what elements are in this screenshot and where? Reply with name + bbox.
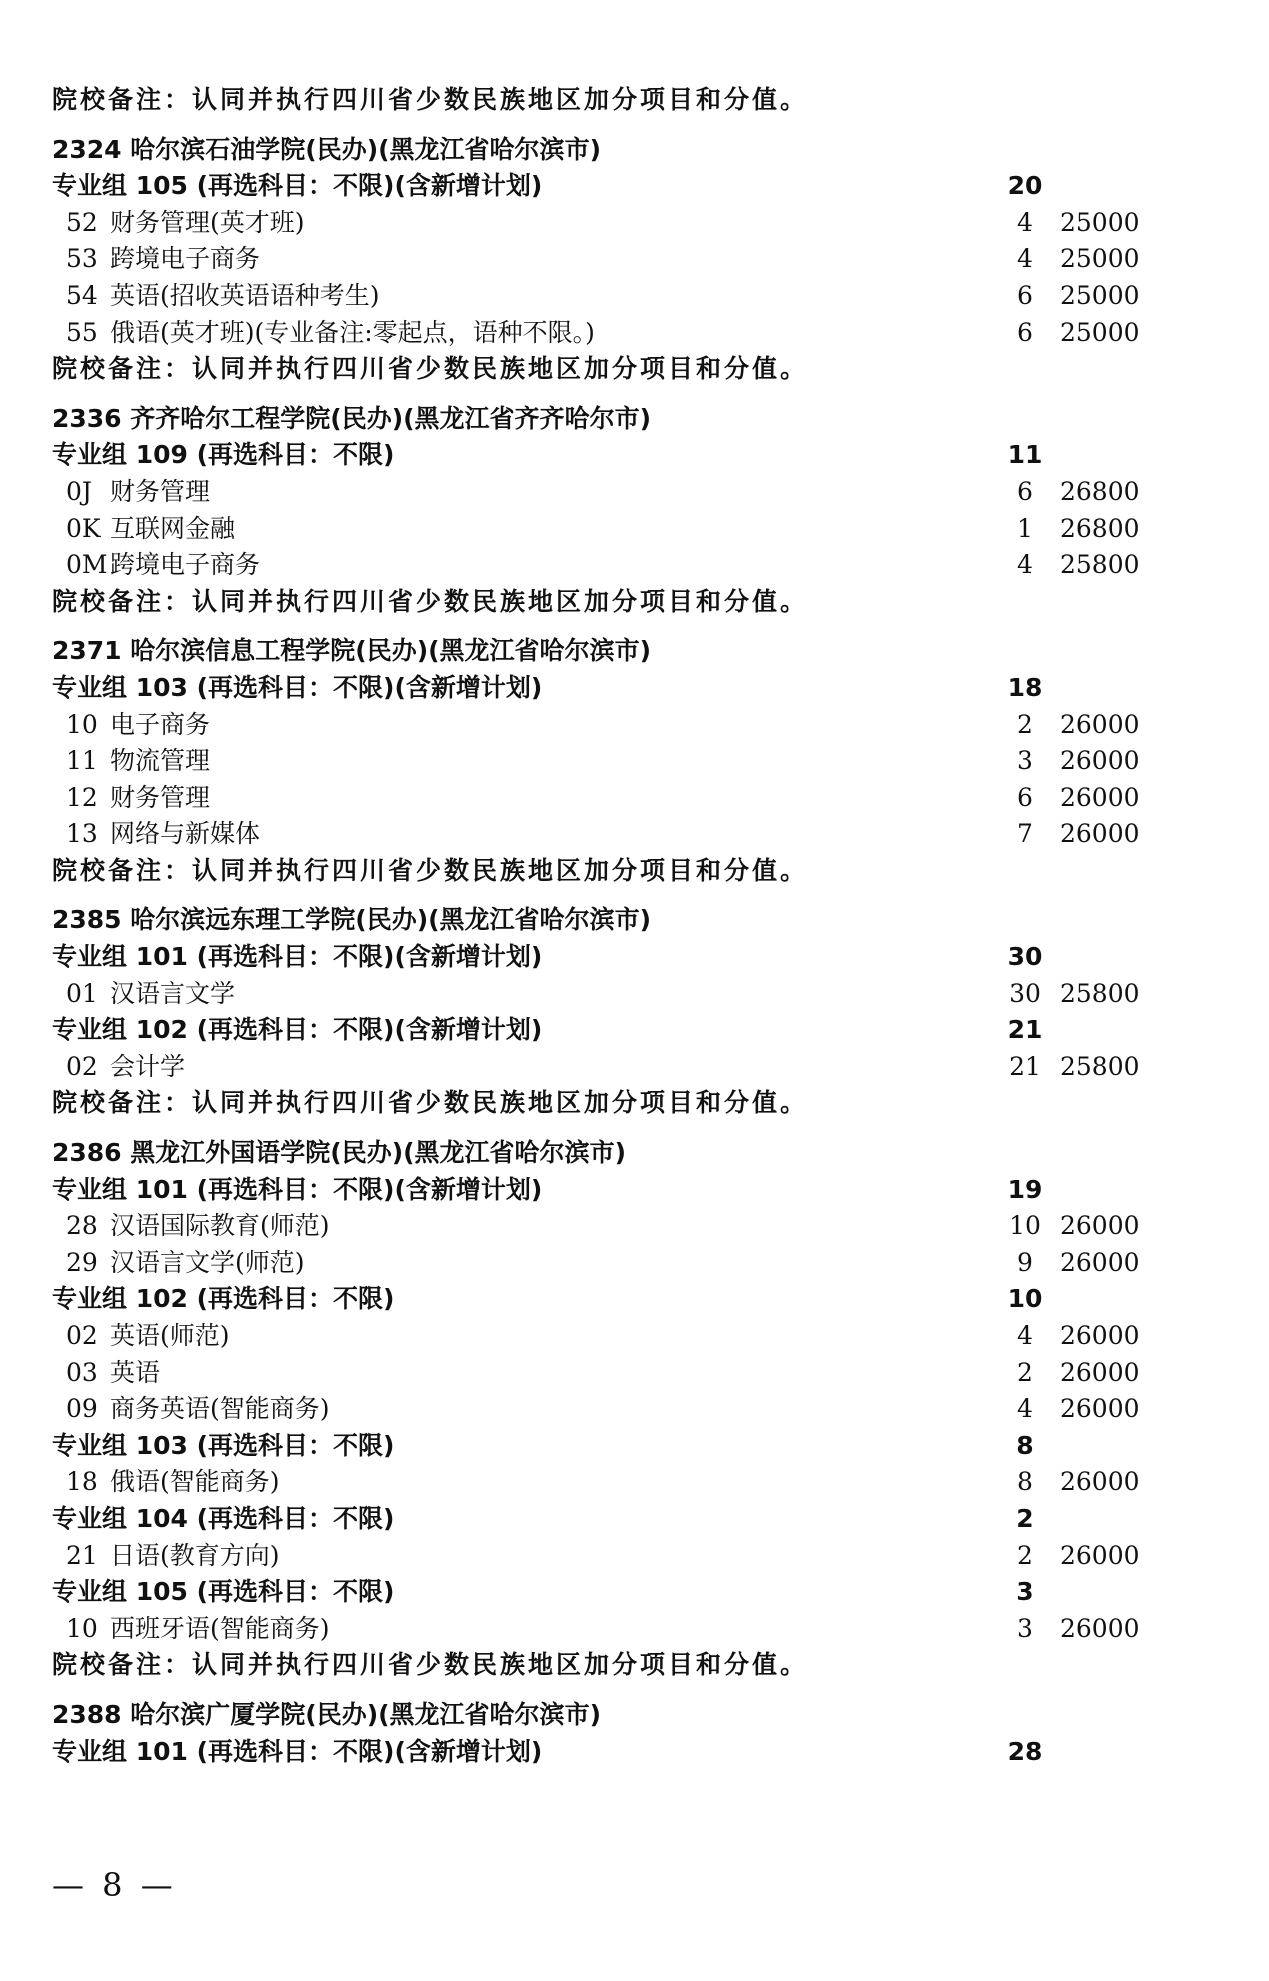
major-tuition-fee: 25800	[1060, 1051, 1140, 1081]
major-code: 29	[66, 1247, 98, 1277]
major-row	[52, 1391, 1222, 1428]
major-row	[52, 547, 1222, 584]
major-group-row	[52, 168, 1222, 205]
major-plan-count: 7	[1017, 819, 1033, 849]
major-row	[52, 1318, 1222, 1355]
major-name: 英语	[110, 1357, 161, 1387]
group-plan-count: 20	[1007, 171, 1043, 201]
major-tuition-fee: 25800	[1060, 978, 1140, 1008]
major-row	[52, 205, 1222, 242]
major-plan-count: 1	[1017, 513, 1033, 543]
major-plan-count: 3	[1017, 746, 1033, 776]
school-header: 2388 哈尔滨广厦学院(民办)(黑龙江省哈尔滨市)	[52, 1699, 601, 1729]
major-row	[52, 474, 1222, 511]
school-note: 院校备注：认同并执行四川省少数民族地区加分项目和分值。	[52, 85, 809, 114]
major-group-label: 专业组 103 (再选科目：不限)	[52, 1430, 395, 1460]
major-plan-count: 6	[1017, 280, 1033, 310]
major-tuition-fee: 25000	[1060, 244, 1140, 274]
major-group-label: 专业组 101 (再选科目：不限)(含新增计划)	[52, 1736, 543, 1766]
major-tuition-fee: 26000	[1060, 1211, 1140, 1241]
major-tuition-fee: 26000	[1060, 782, 1140, 812]
major-code: 52	[66, 207, 98, 237]
major-code: 0K	[66, 513, 101, 543]
school-header: 2371 哈尔滨信息工程学院(民办)(黑龙江省哈尔滨市)	[52, 636, 651, 666]
major-group-label: 专业组 102 (再选科目：不限)(含新增计划)	[52, 1015, 543, 1045]
major-plan-count: 4	[1017, 207, 1033, 237]
major-row	[52, 1611, 1222, 1648]
major-name: 财务管理(英才班)	[110, 207, 305, 237]
major-row	[52, 1049, 1222, 1086]
major-tuition-fee: 26000	[1060, 1321, 1140, 1350]
major-row	[52, 315, 1222, 352]
major-row	[52, 1245, 1222, 1282]
group-plan-count: 28	[1007, 1736, 1043, 1766]
major-tuition-fee: 25800	[1060, 550, 1140, 580]
major-plan-count: 2	[1017, 709, 1033, 739]
major-group-row	[52, 939, 1222, 976]
major-plan-count: 10	[1009, 1211, 1041, 1241]
major-code: 01	[66, 978, 98, 1008]
major-plan-count: 4	[1017, 244, 1033, 274]
major-name: 网络与新媒体	[110, 819, 261, 849]
major-name: 会计学	[110, 1051, 186, 1081]
major-row	[52, 278, 1222, 315]
major-name: 电子商务	[110, 709, 211, 739]
major-code: 13	[66, 819, 98, 849]
major-name: 商务英语(智能商务)	[110, 1394, 330, 1424]
major-code: 18	[66, 1467, 98, 1497]
major-plan-count: 3	[1017, 1613, 1033, 1643]
major-tuition-fee: 25000	[1060, 207, 1140, 237]
major-name: 俄语(智能商务)	[110, 1467, 280, 1497]
major-name: 汉语言文学(师范)	[110, 1247, 305, 1277]
major-row	[52, 976, 1222, 1013]
major-code: 10	[66, 709, 98, 739]
major-tuition-fee: 25000	[1060, 317, 1140, 347]
school-header: 2386 黑龙江外国语学院(民办)(黑龙江省哈尔滨市)	[52, 1138, 626, 1168]
major-group-row	[52, 1172, 1222, 1209]
major-name: 日语(教育方向)	[110, 1540, 280, 1570]
major-code: 12	[66, 782, 98, 812]
major-group-row	[52, 1012, 1222, 1049]
major-name: 财务管理	[110, 782, 211, 812]
major-name: 跨境电子商务	[110, 244, 261, 274]
major-code: 02	[66, 1051, 98, 1081]
major-code: 55	[66, 317, 98, 347]
major-code: 0J	[66, 476, 92, 506]
major-row	[52, 780, 1222, 817]
major-name: 西班牙语(智能商务)	[110, 1613, 330, 1643]
major-tuition-fee: 26000	[1060, 1613, 1140, 1643]
major-group-label: 专业组 105 (再选科目：不限)	[52, 1577, 395, 1607]
major-code: 53	[66, 244, 98, 274]
school-header: 2324 哈尔滨石油学院(民办)(黑龙江省哈尔滨市)	[52, 134, 601, 164]
major-code: 28	[66, 1211, 98, 1241]
group-plan-count: 2	[1016, 1503, 1034, 1533]
group-plan-count: 11	[1007, 440, 1043, 470]
group-plan-count: 8	[1016, 1430, 1034, 1460]
major-group-label: 专业组 104 (再选科目：不限)	[52, 1503, 395, 1533]
major-name: 汉语国际教育(师范)	[110, 1211, 330, 1241]
major-group-row	[52, 1574, 1222, 1611]
major-plan-count: 21	[1009, 1051, 1041, 1081]
major-group-row	[52, 1501, 1222, 1538]
school-note: 院校备注：认同并执行四川省少数民族地区加分项目和分值。	[52, 1650, 809, 1680]
major-name: 跨境电子商务	[110, 550, 261, 580]
major-tuition-fee: 26000	[1060, 819, 1140, 849]
major-group-row	[52, 670, 1222, 707]
major-tuition-fee: 25000	[1060, 280, 1140, 310]
major-plan-count: 6	[1017, 476, 1033, 506]
major-group-label: 专业组 109 (再选科目：不限)	[52, 440, 395, 470]
major-group-label: 专业组 101 (再选科目：不限)(含新增计划)	[52, 1174, 543, 1204]
major-code: 09	[66, 1394, 98, 1424]
school-header: 2385 哈尔滨远东理工学院(民办)(黑龙江省哈尔滨市)	[52, 905, 651, 935]
major-name: 英语(师范)	[110, 1321, 230, 1350]
group-plan-count: 30	[1007, 942, 1043, 972]
school-note: 院校备注：认同并执行四川省少数民族地区加分项目和分值。	[52, 586, 809, 616]
major-code: 11	[66, 746, 98, 776]
major-plan-count: 30	[1009, 978, 1041, 1008]
major-tuition-fee: 26000	[1060, 1357, 1140, 1387]
major-group-row	[52, 1734, 1222, 1771]
major-row	[52, 707, 1222, 744]
page-number: — 8 —	[52, 1866, 177, 1904]
major-tuition-fee: 26000	[1060, 1540, 1140, 1570]
admission-plan-table	[52, 82, 1222, 1770]
major-code: 21	[66, 1540, 98, 1570]
major-tuition-fee: 26000	[1060, 746, 1140, 776]
major-name: 物流管理	[110, 746, 211, 776]
major-code: 54	[66, 280, 98, 310]
major-group-label: 专业组 105 (再选科目：不限)(含新增计划)	[52, 171, 543, 201]
major-row	[52, 1208, 1222, 1245]
major-row	[52, 1538, 1222, 1575]
major-tuition-fee: 26800	[1060, 513, 1140, 543]
group-plan-count: 10	[1007, 1284, 1043, 1314]
group-plan-count: 19	[1007, 1174, 1043, 1204]
major-row	[52, 1464, 1222, 1501]
major-name: 英语(招收英语语种考生)	[110, 280, 380, 310]
major-row	[52, 1355, 1222, 1392]
major-plan-count: 2	[1017, 1357, 1033, 1387]
major-name: 互联网金融	[110, 513, 236, 543]
major-group-label: 专业组 101 (再选科目：不限)(含新增计划)	[52, 942, 543, 972]
major-group-row	[52, 437, 1222, 474]
major-name: 俄语(英才班)(专业备注:零起点，语种不限。)	[110, 317, 595, 347]
major-row	[52, 511, 1222, 548]
major-row	[52, 743, 1222, 780]
major-tuition-fee: 26000	[1060, 1467, 1140, 1497]
group-plan-count: 3	[1016, 1577, 1034, 1607]
major-plan-count: 8	[1017, 1467, 1033, 1497]
major-group-row	[52, 1428, 1222, 1465]
major-plan-count: 6	[1017, 317, 1033, 347]
school-note: 院校备注：认同并执行四川省少数民族地区加分项目和分值。	[52, 855, 809, 885]
major-group-label: 专业组 102 (再选科目：不限)	[52, 1284, 395, 1314]
major-code: 03	[66, 1357, 98, 1387]
school-note: 院校备注：认同并执行四川省少数民族地区加分项目和分值。	[52, 1088, 809, 1118]
major-tuition-fee: 26000	[1060, 709, 1140, 739]
major-row	[52, 816, 1222, 853]
major-group-label: 专业组 103 (再选科目：不限)(含新增计划)	[52, 672, 543, 702]
school-note: 院校备注：认同并执行四川省少数民族地区加分项目和分值。	[52, 354, 809, 384]
major-plan-count: 9	[1017, 1247, 1033, 1277]
group-plan-count: 18	[1007, 672, 1043, 702]
major-name: 汉语言文学	[110, 978, 236, 1008]
major-code: 0M	[66, 550, 108, 580]
major-group-row	[52, 1281, 1222, 1318]
major-plan-count: 6	[1017, 782, 1033, 812]
major-tuition-fee: 26800	[1060, 476, 1140, 506]
major-plan-count: 2	[1017, 1540, 1033, 1570]
major-row	[52, 241, 1222, 278]
major-plan-count: 4	[1017, 550, 1033, 580]
major-plan-count: 4	[1017, 1321, 1033, 1350]
major-code: 02	[66, 1321, 98, 1350]
major-code: 10	[66, 1613, 98, 1643]
group-plan-count: 21	[1007, 1015, 1043, 1045]
major-name: 财务管理	[110, 476, 211, 506]
major-tuition-fee: 26000	[1060, 1394, 1140, 1424]
school-header: 2336 齐齐哈尔工程学院(民办)(黑龙江省齐齐哈尔市)	[52, 403, 651, 433]
major-plan-count: 4	[1017, 1394, 1033, 1424]
major-tuition-fee: 26000	[1060, 1247, 1140, 1277]
